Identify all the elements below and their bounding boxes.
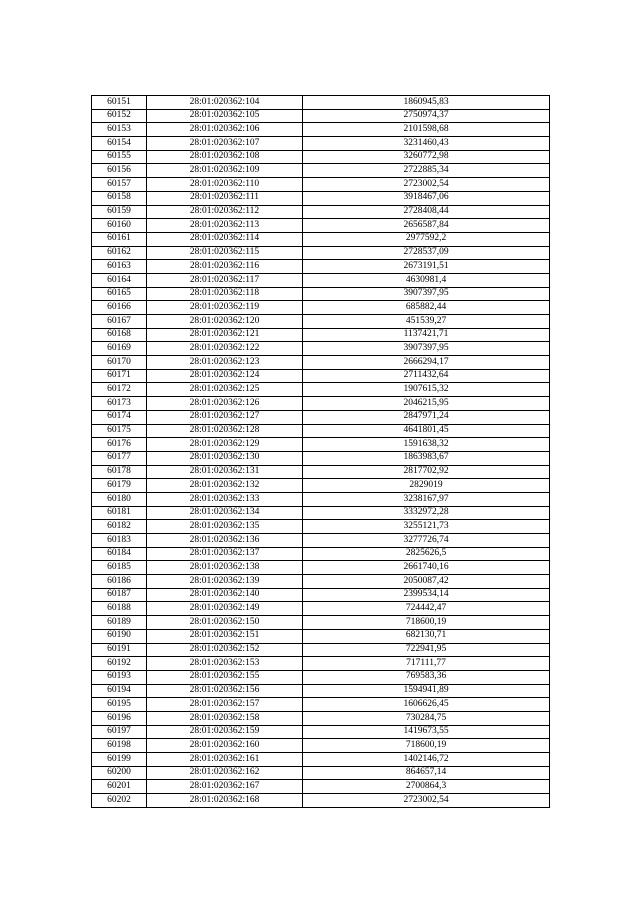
- table-row: [92, 698, 550, 712]
- table-row: [92, 465, 550, 479]
- cadastral-value-cell: 3255121,73: [303, 520, 550, 534]
- cadastral-number-cell: 28:01:020362:135: [147, 520, 303, 534]
- row-number-cell: 60184: [92, 547, 147, 561]
- cadastral-value-cell: 2101598,68: [303, 123, 550, 137]
- row-number-cell: 60188: [92, 602, 147, 616]
- row-number-cell: 60156: [92, 164, 147, 178]
- table-row: [92, 397, 550, 411]
- cadastral-number-cell: 28:01:020362:107: [147, 137, 303, 151]
- cadastral-value-cell: 2847971,24: [303, 410, 550, 424]
- row-number-cell: 60177: [92, 451, 147, 465]
- cadastral-value-cell: 1606626,45: [303, 698, 550, 712]
- row-number-cell: 60162: [92, 246, 147, 260]
- table-row: [92, 643, 550, 657]
- cadastral-number-cell: 28:01:020362:132: [147, 479, 303, 493]
- table-row: [92, 205, 550, 219]
- cadastral-number-cell: 28:01:020362:108: [147, 150, 303, 164]
- table-row: [92, 410, 550, 424]
- cadastral-value-cell: 2673191,51: [303, 260, 550, 274]
- cadastral-value-cell: 4641801,45: [303, 424, 550, 438]
- row-number-cell: 60182: [92, 520, 147, 534]
- cadastral-value-cell: 2977592,2: [303, 232, 550, 246]
- cadastral-number-cell: 28:01:020362:134: [147, 506, 303, 520]
- row-number-cell: 60171: [92, 369, 147, 383]
- table-row: [92, 424, 550, 438]
- table-row: [92, 273, 550, 287]
- row-number-cell: 60185: [92, 561, 147, 575]
- cadastral-number-cell: 28:01:020362:155: [147, 670, 303, 684]
- cadastral-value-cell: 864657,14: [303, 766, 550, 780]
- table-row: [92, 780, 550, 794]
- cadastral-value-cell: 685882,44: [303, 301, 550, 315]
- cadastral-value-cell: 2750974,37: [303, 109, 550, 123]
- row-number-cell: 60160: [92, 219, 147, 233]
- cadastral-value-cell: 1137421,71: [303, 328, 550, 342]
- cadastral-value-cell: 2723002,54: [303, 794, 550, 808]
- row-number-cell: 60186: [92, 575, 147, 589]
- row-number-cell: 60179: [92, 479, 147, 493]
- cadastral-value-cell: 2656587,84: [303, 219, 550, 233]
- table-row: [92, 479, 550, 493]
- table-row: [92, 725, 550, 739]
- cadastral-number-cell: 28:01:020362:122: [147, 342, 303, 356]
- cadastral-value-cell: 1860945,83: [303, 96, 550, 110]
- row-number-cell: 60168: [92, 328, 147, 342]
- row-number-cell: 60183: [92, 534, 147, 548]
- cadastral-number-cell: 28:01:020362:151: [147, 629, 303, 643]
- table-row: [92, 369, 550, 383]
- table-row: [92, 328, 550, 342]
- cadastral-number-cell: 28:01:020362:161: [147, 753, 303, 767]
- table-row: [92, 438, 550, 452]
- table-row: [92, 219, 550, 233]
- table-row: [92, 246, 550, 260]
- cadastral-number-cell: 28:01:020362:168: [147, 794, 303, 808]
- cadastral-value-cell: 718600,19: [303, 616, 550, 630]
- table-row: [92, 506, 550, 520]
- cadastral-value-cell: 2399534,14: [303, 588, 550, 602]
- row-number-cell: 60155: [92, 150, 147, 164]
- cadastral-value-cell: 769583,36: [303, 670, 550, 684]
- table-row: [92, 383, 550, 397]
- row-number-cell: 60201: [92, 780, 147, 794]
- table-row: [92, 794, 550, 808]
- table-row: [92, 602, 550, 616]
- table-row: [92, 178, 550, 192]
- cadastral-number-cell: 28:01:020362:139: [147, 575, 303, 589]
- table-row: [92, 684, 550, 698]
- table-row: [92, 150, 550, 164]
- cadastral-number-cell: 28:01:020362:152: [147, 643, 303, 657]
- cadastral-number-cell: 28:01:020362:156: [147, 684, 303, 698]
- row-number-cell: 60170: [92, 356, 147, 370]
- row-number-cell: 60157: [92, 178, 147, 192]
- cadastral-value-cell: 717111,77: [303, 657, 550, 671]
- cadastral-number-cell: 28:01:020362:121: [147, 328, 303, 342]
- row-number-cell: 60191: [92, 643, 147, 657]
- cadastral-number-cell: 28:01:020362:111: [147, 191, 303, 205]
- table-row: [92, 575, 550, 589]
- cadastral-value-cell: 1863983,67: [303, 451, 550, 465]
- cadastral-number-cell: 28:01:020362:158: [147, 711, 303, 725]
- row-number-cell: 60190: [92, 629, 147, 643]
- row-number-cell: 60175: [92, 424, 147, 438]
- row-number-cell: 60169: [92, 342, 147, 356]
- cadastral-value-cell: 2825626,5: [303, 547, 550, 561]
- cadastral-value-cell: 3260772,98: [303, 150, 550, 164]
- cadastral-number-cell: 28:01:020362:137: [147, 547, 303, 561]
- row-number-cell: 60189: [92, 616, 147, 630]
- row-number-cell: 60192: [92, 657, 147, 671]
- row-number-cell: 60197: [92, 725, 147, 739]
- table-row: [92, 96, 550, 110]
- cadastral-number-cell: 28:01:020362:117: [147, 273, 303, 287]
- cadastral-number-cell: 28:01:020362:118: [147, 287, 303, 301]
- row-number-cell: 60158: [92, 191, 147, 205]
- cadastral-value-cell: 2728408,44: [303, 205, 550, 219]
- row-number-cell: 60161: [92, 232, 147, 246]
- table-body: [92, 96, 550, 808]
- row-number-cell: 60172: [92, 383, 147, 397]
- row-number-cell: 60181: [92, 506, 147, 520]
- row-number-cell: 60154: [92, 137, 147, 151]
- table-row: [92, 766, 550, 780]
- table-row: [92, 260, 550, 274]
- row-number-cell: 60159: [92, 205, 147, 219]
- cadastral-number-cell: 28:01:020362:106: [147, 123, 303, 137]
- cadastral-number-cell: 28:01:020362:115: [147, 246, 303, 260]
- cadastral-value-cell: 2661740,16: [303, 561, 550, 575]
- cadastral-number-cell: 28:01:020362:123: [147, 356, 303, 370]
- cadastral-number-cell: 28:01:020362:129: [147, 438, 303, 452]
- cadastral-value-cell: 2723002,54: [303, 178, 550, 192]
- cadastral-value-cell: 2711432,64: [303, 369, 550, 383]
- cadastral-value-table: [91, 95, 550, 808]
- cadastral-value-cell: 1591638,32: [303, 438, 550, 452]
- cadastral-number-cell: 28:01:020362:119: [147, 301, 303, 315]
- cadastral-value-cell: 3231460,43: [303, 137, 550, 151]
- table-row: [92, 287, 550, 301]
- cadastral-number-cell: 28:01:020362:138: [147, 561, 303, 575]
- cadastral-value-cell: 2829019: [303, 479, 550, 493]
- row-number-cell: 60173: [92, 397, 147, 411]
- cadastral-value-cell: 1402146,72: [303, 753, 550, 767]
- cadastral-number-cell: 28:01:020362:167: [147, 780, 303, 794]
- table-row: [92, 629, 550, 643]
- cadastral-number-cell: 28:01:020362:153: [147, 657, 303, 671]
- table-row: [92, 123, 550, 137]
- row-number-cell: 60194: [92, 684, 147, 698]
- table-row: [92, 753, 550, 767]
- cadastral-value-cell: 1419673,55: [303, 725, 550, 739]
- cadastral-number-cell: 28:01:020362:124: [147, 369, 303, 383]
- row-number-cell: 60153: [92, 123, 147, 137]
- cadastral-number-cell: 28:01:020362:150: [147, 616, 303, 630]
- row-number-cell: 60198: [92, 739, 147, 753]
- row-number-cell: 60165: [92, 287, 147, 301]
- cadastral-number-cell: 28:01:020362:116: [147, 260, 303, 274]
- cadastral-number-cell: 28:01:020362:162: [147, 766, 303, 780]
- table-row: [92, 232, 550, 246]
- row-number-cell: 60202: [92, 794, 147, 808]
- cadastral-value-cell: 2728537,09: [303, 246, 550, 260]
- cadastral-value-cell: 724442,47: [303, 602, 550, 616]
- cadastral-number-cell: 28:01:020362:159: [147, 725, 303, 739]
- cadastral-value-cell: 2046215,95: [303, 397, 550, 411]
- cadastral-value-cell: 730284,75: [303, 711, 550, 725]
- row-number-cell: 60167: [92, 315, 147, 329]
- row-number-cell: 60196: [92, 711, 147, 725]
- table-row: [92, 137, 550, 151]
- table-row: [92, 315, 550, 329]
- cadastral-value-cell: 3238167,97: [303, 492, 550, 506]
- row-number-cell: 60178: [92, 465, 147, 479]
- cadastral-number-cell: 28:01:020362:157: [147, 698, 303, 712]
- cadastral-value-cell: 2817702,92: [303, 465, 550, 479]
- table-row: [92, 739, 550, 753]
- table-row: [92, 342, 550, 356]
- cadastral-number-cell: 28:01:020362:160: [147, 739, 303, 753]
- cadastral-number-cell: 28:01:020362:140: [147, 588, 303, 602]
- cadastral-value-cell: 3332972,28: [303, 506, 550, 520]
- cadastral-number-cell: 28:01:020362:113: [147, 219, 303, 233]
- table-row: [92, 356, 550, 370]
- table-row: [92, 547, 550, 561]
- row-number-cell: 60195: [92, 698, 147, 712]
- table-row: [92, 451, 550, 465]
- cadastral-value-cell: 3907397,95: [303, 342, 550, 356]
- cadastral-number-cell: 28:01:020362:133: [147, 492, 303, 506]
- cadastral-value-cell: 3277726,74: [303, 534, 550, 548]
- cadastral-number-cell: 28:01:020362:114: [147, 232, 303, 246]
- cadastral-value-cell: 2722885,34: [303, 164, 550, 178]
- cadastral-value-cell: 1594941,89: [303, 684, 550, 698]
- table-row: [92, 164, 550, 178]
- cadastral-number-cell: 28:01:020362:120: [147, 315, 303, 329]
- table-row: [92, 520, 550, 534]
- row-number-cell: 60152: [92, 109, 147, 123]
- table-row: [92, 301, 550, 315]
- cadastral-number-cell: 28:01:020362:131: [147, 465, 303, 479]
- cadastral-number-cell: 28:01:020362:125: [147, 383, 303, 397]
- cadastral-number-cell: 28:01:020362:128: [147, 424, 303, 438]
- cadastral-value-cell: 682130,71: [303, 629, 550, 643]
- row-number-cell: 60199: [92, 753, 147, 767]
- cadastral-value-cell: 2050087,42: [303, 575, 550, 589]
- cadastral-number-cell: 28:01:020362:130: [147, 451, 303, 465]
- table-row: [92, 109, 550, 123]
- cadastral-number-cell: 28:01:020362:136: [147, 534, 303, 548]
- cadastral-number-cell: 28:01:020362:110: [147, 178, 303, 192]
- row-number-cell: 60200: [92, 766, 147, 780]
- row-number-cell: 60163: [92, 260, 147, 274]
- table-row: [92, 670, 550, 684]
- cadastral-number-cell: 28:01:020362:126: [147, 397, 303, 411]
- row-number-cell: 60151: [92, 96, 147, 110]
- cadastral-number-cell: 28:01:020362:149: [147, 602, 303, 616]
- table-row: [92, 492, 550, 506]
- cadastral-number-cell: 28:01:020362:104: [147, 96, 303, 110]
- table-row: [92, 711, 550, 725]
- row-number-cell: 60166: [92, 301, 147, 315]
- row-number-cell: 60174: [92, 410, 147, 424]
- cadastral-value-cell: 451539,27: [303, 315, 550, 329]
- cadastral-value-cell: 3918467,06: [303, 191, 550, 205]
- cadastral-value-cell: 2666294,17: [303, 356, 550, 370]
- row-number-cell: 60193: [92, 670, 147, 684]
- cadastral-value-cell: 4630981,4: [303, 273, 550, 287]
- cadastral-number-cell: 28:01:020362:127: [147, 410, 303, 424]
- cadastral-number-cell: 28:01:020362:112: [147, 205, 303, 219]
- table-row: [92, 191, 550, 205]
- cadastral-value-cell: 3907397,95: [303, 287, 550, 301]
- row-number-cell: 60187: [92, 588, 147, 602]
- row-number-cell: 60180: [92, 492, 147, 506]
- row-number-cell: 60164: [92, 273, 147, 287]
- table-row: [92, 657, 550, 671]
- cadastral-number-cell: 28:01:020362:109: [147, 164, 303, 178]
- table-row: [92, 588, 550, 602]
- cadastral-value-cell: 1907615,32: [303, 383, 550, 397]
- table-row: [92, 561, 550, 575]
- row-number-cell: 60176: [92, 438, 147, 452]
- table-row: [92, 534, 550, 548]
- cadastral-value-cell: 718600,19: [303, 739, 550, 753]
- cadastral-value-cell: 722941,95: [303, 643, 550, 657]
- cadastral-number-cell: 28:01:020362:105: [147, 109, 303, 123]
- cadastral-value-cell: 2700864,3: [303, 780, 550, 794]
- table-row: [92, 616, 550, 630]
